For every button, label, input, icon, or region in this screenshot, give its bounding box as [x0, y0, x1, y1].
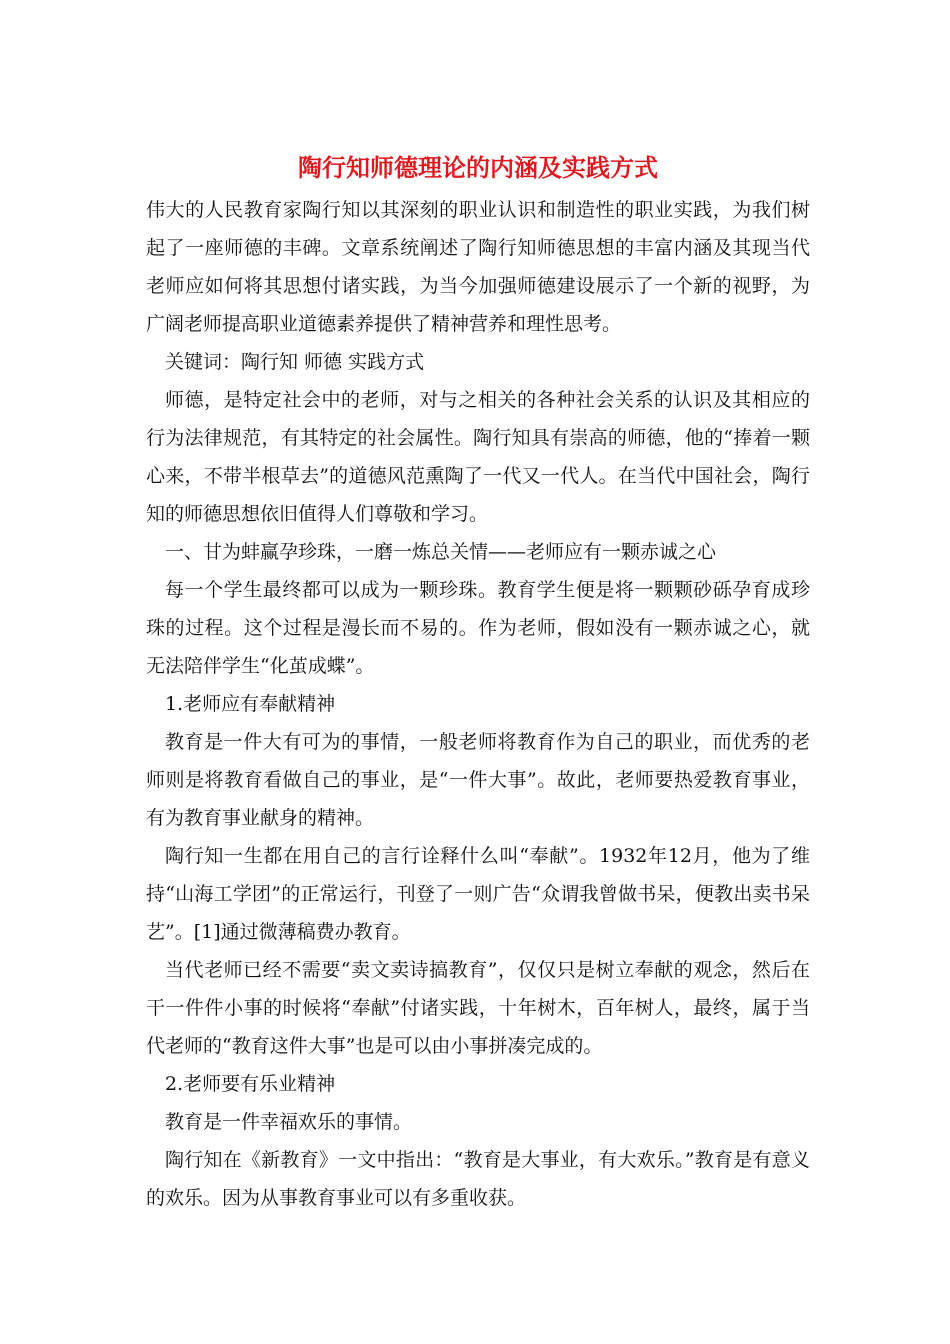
section-heading: 一、甘为蚌赢孕珍珠，一磨一炼总关情——老师应有一颗赤诚之心 — [165, 541, 717, 563]
abstract-paragraph: 伟大的人民教育家陶行知以其深刻的职业认识和制造性的职业实践，为我们树起了一座师德的丰碑。文章系统阐述了陶行知师德思想的丰富内涵及其现当代老师应如何将其思想付诸实践，为当今加强师德建设展示了一个新的视野，为广阔老师提高职业道德素养提供了精神营养和理性思考。 — [146, 199, 810, 335]
body-paragraph: 当代老师已经不需要“卖文卖诗搞教育”，仅仅只是树立奉献的观念，然后在干一件件小事的时候将“奉献”付诸实践，十年树木，百年树人，最终，属于当代老师的“教育这件大事”也是可以由小事拼凑完成的。 — [146, 959, 810, 1057]
body-paragraph: 教育是一件大有可为的事情，一般老师将教育作为自己的职业，而优秀的老师则是将教育看做自己的事业，是“一件大事”。故此，老师要热爱教育事业，有为教育事业献身的精神。 — [146, 731, 810, 829]
body-paragraph: 每一个学生最终都可以成为一颗珍珠。教育学生便是将一颗颗砂砾孕育成珍珠的过程。这个过程是漫长而不易的。作为老师，假如没有一颗赤诚之心，就无法陪伴学生“化茧成蝶”。 — [146, 579, 810, 677]
body-paragraph: 陶行知在《新教育》一文中指出：“教育是大事业，有大欢乐。”教育是有意义的欢乐。因为从事教育事业可以有多重收获。 — [146, 1149, 810, 1209]
subsection-heading: 1.老师应有奉献精神 — [165, 693, 336, 715]
document-title: 陶行知师德理论的内涵及实践方式 — [298, 153, 658, 182]
subsection-heading: 2.老师要有乐业精神 — [165, 1073, 336, 1095]
body-paragraph: 师德，是特定社会中的老师，对与之相关的各种社会关系的认识及其相应的行为法律规范，有其特定的社会属性。陶行知具有崇高的师德，他的“捧着一颗心来，不带半根草去”的道德风范熏陶了一代又一代人。在当代中国社会，陶行知的师德思想依旧值得人们尊敬和学习。 — [146, 389, 810, 525]
body-paragraph: 教育是一件幸福欢乐的事情。 — [165, 1111, 413, 1133]
document-page — [146, 148, 810, 1217]
keywords-line: 关键词：陶行知 师德 实践方式 — [165, 351, 425, 373]
body-paragraph: 陶行知一生都在用自己的言行诠释什么叫“奉献”。1932年12月，他为了维持“山海工学团”的正常运行，刊登了一则广告“众谓我曾做书呆，便教出卖书呆艺”。[1]通过微薄稿费办教育。 — [146, 845, 810, 943]
